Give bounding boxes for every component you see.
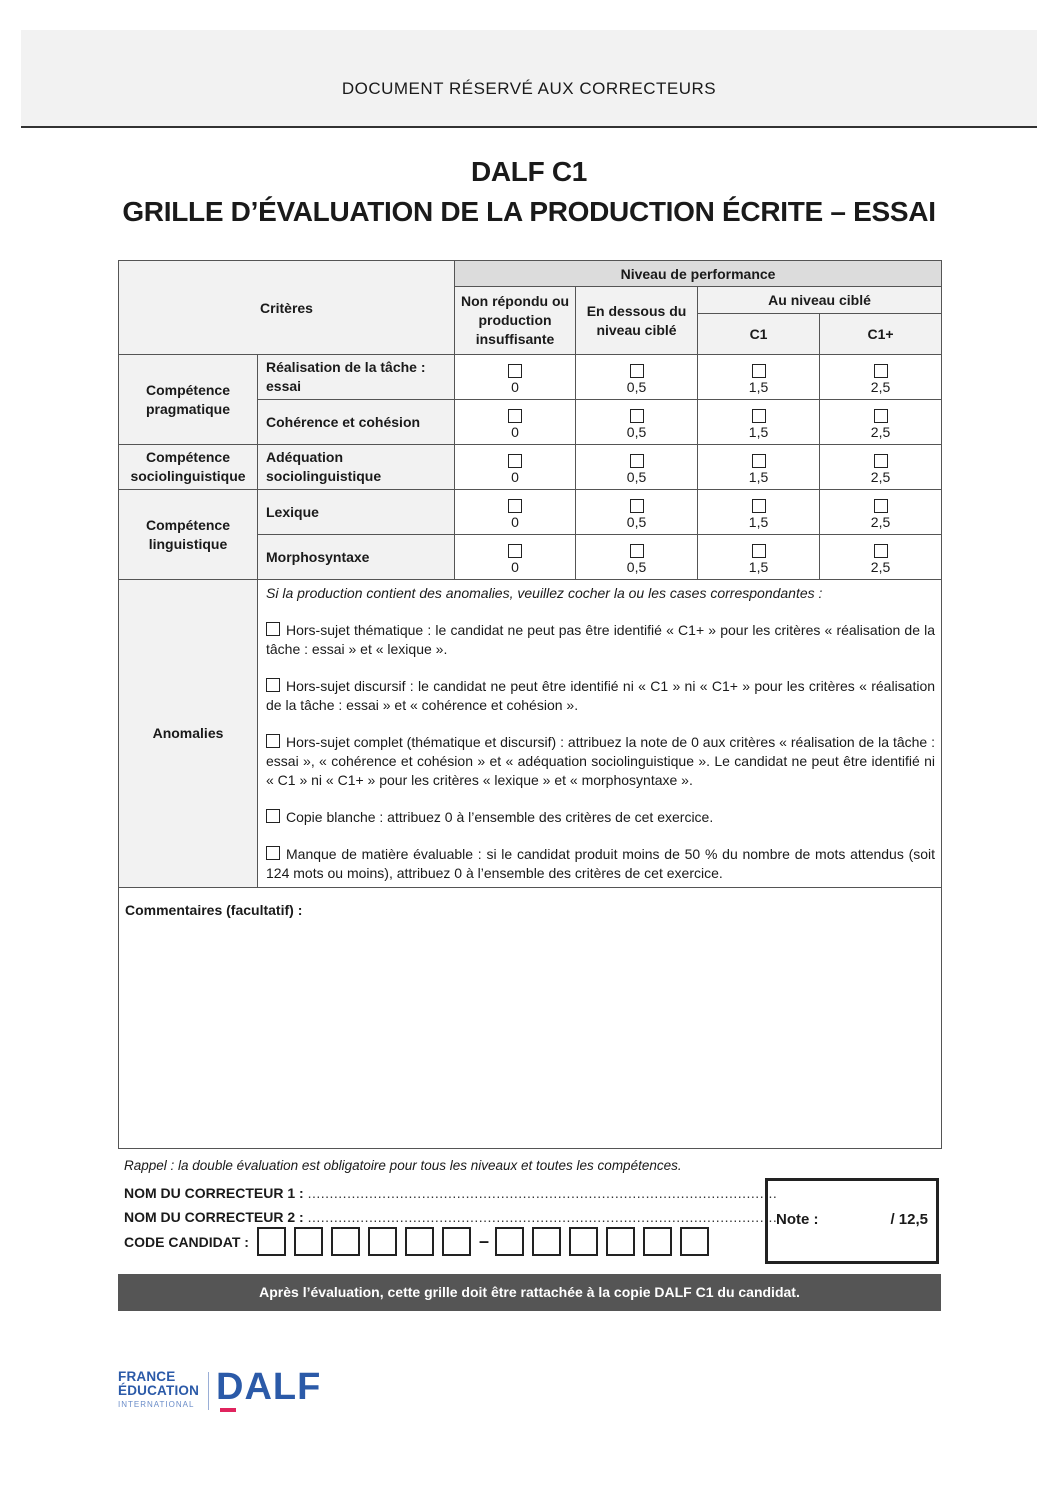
criteres-header: Critères	[119, 261, 455, 355]
score-value: 0,5	[626, 558, 647, 575]
checkbox[interactable]	[266, 809, 280, 823]
criterion-label: Réalisation de la tâche : essai	[258, 355, 455, 400]
corrector-2-row	[124, 1209, 777, 1225]
criterion-label: Cohérence et cohésion	[258, 400, 455, 445]
criterion-label: Lexique	[258, 490, 455, 535]
score-value: 2,5	[870, 378, 891, 395]
logo-education: ÉDUCATION	[118, 1383, 200, 1398]
anomaly-item	[266, 845, 935, 883]
score-box[interactable]	[765, 1178, 939, 1264]
code-separator: –	[478, 1231, 489, 1251]
corrector-1-field[interactable]: ...........................................................................................................	[307, 1185, 778, 1201]
title-line-2: GRILLE D’ÉVALUATION DE LA PRODUCTION ÉCRITE – ESSAI	[122, 196, 936, 227]
logo-dalf: DALF	[216, 1366, 322, 1408]
col-c1-plus: C1+	[820, 314, 942, 355]
group-linguistique: Compétence linguistique	[119, 490, 258, 580]
criterion-label: Adéquation sociolinguistique	[258, 445, 455, 490]
niveau-performance-header: Niveau de performance	[455, 261, 942, 287]
checkbox[interactable]	[752, 499, 766, 513]
code-digit-box[interactable]	[495, 1227, 524, 1256]
col-non-repondu: Non répondu ou production insuffisante	[455, 287, 576, 355]
corrector-1-label: NOM DU CORRECTEUR 1 :	[124, 1185, 304, 1201]
score-value: 2,5	[870, 468, 891, 485]
score-value: 2,5	[870, 558, 891, 575]
checkbox[interactable]	[266, 846, 280, 860]
checkbox[interactable]	[874, 499, 888, 513]
group-pragmatique: Compétence pragmatique	[119, 355, 258, 445]
code-digit-box[interactable]	[680, 1227, 709, 1256]
score-value: 0	[511, 513, 519, 530]
score-value: 1,5	[748, 423, 769, 440]
code-digit-box[interactable]	[532, 1227, 561, 1256]
row-anomalies	[119, 580, 942, 888]
row-lexique	[119, 490, 942, 535]
col-au-niveau: Au niveau ciblé	[698, 287, 942, 314]
candidate-code-label: CODE CANDIDAT :	[124, 1233, 249, 1250]
code-digit-box[interactable]	[257, 1227, 286, 1256]
logo-france: FRANCE	[118, 1369, 176, 1384]
score-value: 0,5	[626, 378, 647, 395]
anomaly-text: Hors-sujet discursif : le candidat ne peut être identifié ni « C1 » ni « C1+ » pour les critères « réalisation de la tâche : essai » et « cohérence et cohésion ».	[266, 678, 936, 713]
checkbox[interactable]	[874, 409, 888, 423]
anomaly-text: Manque de matière évaluable : si le candidat produit moins de 50 % du nombre de mots attendus (soit 124 mots ou moins), attribuez 0 à l’ensemble des critères de cet exercice.	[266, 846, 936, 881]
anomalies-intro: Si la production contient des anomalies, veuillez cocher la ou les cases correspondantes :	[266, 585, 823, 601]
criterion-label: Morphosyntaxe	[258, 535, 455, 580]
note-label: Note :	[776, 1211, 819, 1228]
france-education-logo	[118, 1370, 206, 1412]
group-anomalies: Anomalies	[119, 580, 258, 888]
checkbox[interactable]	[874, 454, 888, 468]
checkbox[interactable]	[752, 364, 766, 378]
checkbox[interactable]	[508, 454, 522, 468]
checkbox[interactable]	[630, 544, 644, 558]
checkbox[interactable]	[630, 499, 644, 513]
score-value: 1,5	[748, 513, 769, 530]
checkbox[interactable]	[752, 454, 766, 468]
checkbox[interactable]	[752, 409, 766, 423]
code-digit-box[interactable]	[442, 1227, 471, 1256]
score-value: 0	[511, 558, 519, 575]
reminder-text: Rappel : la double évaluation est obligatoire pour tous les niveaux et toutes les compétences.	[124, 1158, 682, 1173]
checkbox[interactable]	[508, 409, 522, 423]
score-value: 0,5	[626, 468, 647, 485]
anomaly-item	[266, 677, 935, 715]
code-digit-box[interactable]	[405, 1227, 434, 1256]
col-c1: C1	[698, 314, 820, 355]
anomaly-text: Hors-sujet thématique : le candidat ne peut pas être identifié « C1+ » pour les critères « réalisation de la tâche : essai » et « lexique ».	[266, 622, 936, 657]
checkbox[interactable]	[508, 364, 522, 378]
comments-label: Commentaires (facultatif) :	[125, 902, 303, 918]
code-digit-box[interactable]	[569, 1227, 598, 1256]
checkbox[interactable]	[630, 364, 644, 378]
col-en-dessous: En dessous du niveau ciblé	[576, 287, 698, 355]
anomaly-item	[266, 808, 935, 827]
row-adequation	[119, 445, 942, 490]
note-max: / 12,5	[890, 1211, 928, 1228]
logo-divider	[208, 1372, 209, 1410]
checkbox[interactable]	[874, 364, 888, 378]
row-realisation	[119, 355, 942, 400]
comments-field[interactable]	[119, 888, 942, 1149]
checkbox[interactable]	[266, 622, 280, 636]
score-value: 2,5	[870, 423, 891, 440]
score-value: 1,5	[748, 558, 769, 575]
checkbox[interactable]	[266, 734, 280, 748]
code-digit-box[interactable]	[331, 1227, 360, 1256]
title-line-1: DALF C1	[470, 156, 588, 187]
score-value: 0	[511, 423, 519, 440]
corrector-2-field[interactable]: ...........................................................................................................	[307, 1209, 778, 1225]
footer-instruction: Après l’évaluation, cette grille doit être rattachée à la copie DALF C1 du candidat.	[118, 1274, 941, 1311]
logo-international: INTERNATIONAL	[118, 1400, 195, 1409]
anomaly-item	[266, 733, 935, 790]
score-value: 1,5	[748, 378, 769, 395]
code-digit-box[interactable]	[294, 1227, 323, 1256]
anomaly-item	[266, 621, 935, 659]
score-value: 0,5	[626, 513, 647, 530]
score-value: 2,5	[870, 513, 891, 530]
score-value: 0	[511, 468, 519, 485]
evaluation-grid	[118, 260, 942, 1149]
anomaly-text: Hors-sujet complet (thématique et discursif) : attribuez la note de 0 aux critères « réalisation de la tâche : essai », « cohérence et cohésion » et « adéquation sociolinguistique ». Le candidat ne peut être identifié ni « C1 » ni « C1+ » pour les critères « lexique » et « morphosyntaxe ».	[266, 734, 936, 788]
anomaly-text: Copie blanche : attribuez 0 à l’ensemble des critères de cet exercice.	[286, 809, 714, 825]
code-digit-box[interactable]	[368, 1227, 397, 1256]
score-value: 0,5	[626, 423, 647, 440]
banner-text: DOCUMENT RÉSERVÉ AUX CORRECTEURS	[341, 79, 717, 98]
checkbox[interactable]	[874, 544, 888, 558]
checkbox[interactable]	[508, 544, 522, 558]
score-value: 0	[511, 378, 519, 395]
checkbox[interactable]	[630, 409, 644, 423]
header-banner	[21, 30, 1037, 128]
corrector-1-row	[124, 1185, 777, 1201]
corrector-2-label: NOM DU CORRECTEUR 2 :	[124, 1209, 304, 1225]
logo-accent	[220, 1408, 236, 1412]
candidate-code-row	[124, 1227, 717, 1256]
checkbox[interactable]	[752, 544, 766, 558]
code-digit-box[interactable]	[606, 1227, 635, 1256]
group-sociolinguistique: Compétence sociolinguistique	[119, 445, 258, 490]
checkbox[interactable]	[630, 454, 644, 468]
checkbox[interactable]	[266, 678, 280, 692]
anomalies-section	[258, 580, 942, 888]
code-digit-box[interactable]	[643, 1227, 672, 1256]
checkbox[interactable]	[508, 499, 522, 513]
score-value: 1,5	[748, 468, 769, 485]
